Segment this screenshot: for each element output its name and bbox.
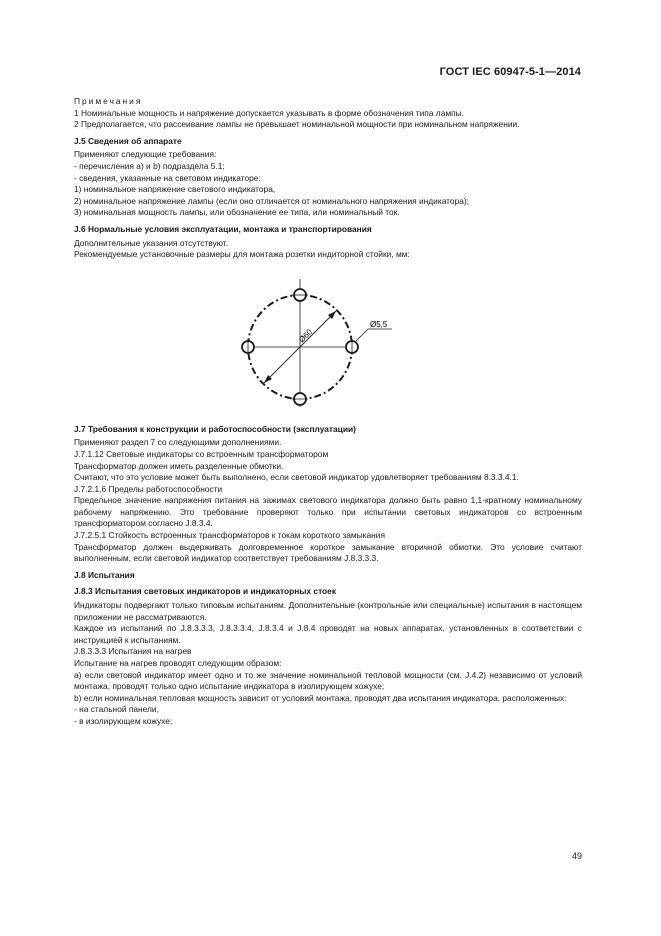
j8-paragraph: J.8.3.3.3 Испытания на нагрев (74, 646, 192, 657)
j7-paragraph: Трансформатор должен иметь разделенные обмотки. (74, 460, 284, 471)
j5-line: - перечисления a) и b) подраздела 5.1; (74, 160, 225, 171)
mounting-drawing (234, 269, 434, 419)
section-j5-heading: J.5 Сведения об аппарате (74, 135, 182, 146)
note-1: 1 Номинальные мощность и напряжение допускается указывать в форме обозначения типа лампы. (74, 107, 464, 118)
j8-paragraph: a) если световой индикатор имеет одно и то же значение номинальной тепловой мощности (см. J.4.2) независимо от условий монтажа, проводят только одно испытание индикатора в изолирующем кожухе; (74, 669, 582, 692)
section-j7-heading: J.7 Требования к конструкции и работоспособности (эксплуатации) (74, 423, 356, 434)
j8-paragraph: b) если номинальная тепловая мощность зависит от условий монтажа, проводят два испытания индикатора, расположенных: (74, 692, 567, 703)
j8-paragraph: Испытание на нагрев проводят следующим образом: (74, 658, 282, 668)
hole-bottom (292, 393, 308, 405)
j5-line: 3) номинальная мощность лампы, или обозначение ее типа, или номинальный ток. (74, 207, 400, 218)
section-j83-heading: J.8.3 Испытания световых индикаторов и индикаторных стоек (74, 586, 337, 597)
page-number: 49 (572, 851, 583, 861)
hole-right (346, 339, 358, 355)
j8-paragraph: - на стальной панели, (74, 704, 159, 715)
j5-line: 1) номинальное напряжение светового индикатора, (74, 184, 276, 195)
hole-diameter-label: Ø5,5 (370, 319, 388, 329)
j8-paragraph: Индикаторы подвергают только типовым испытаниям. Дополнительные (контрольные или специальные) испытания в настоящем приложении не рассматриваются. (74, 600, 582, 622)
j7-paragraph: J.7.1.12 Световые индикаторы со встроенным трансформатором (74, 448, 329, 459)
j7-paragraph: Применяют раздел 7 со следующими дополнениями. (74, 437, 282, 448)
j5-line: - сведения, указанные на световом индикаторе: (74, 172, 261, 183)
j8-paragraph: Каждое из испытаний по J.8.3.3.3, J.8.3.3.4, J.8.3.4 и J.8.4 проводят на новых аппаратах, установленных в соответствии с инструкцией к испытаниям. (74, 623, 582, 645)
j6-line: Дополнительные указания отсутствуют. (74, 237, 229, 248)
section-j8-heading: J.8 Испытания (74, 569, 135, 580)
j7-paragraph: J.7.2.1.6 Пределы работоспособности (74, 483, 223, 494)
j5-line: Применяют следующие требования: (74, 149, 217, 160)
j7-paragraph: J.7.2.5.1 Стойкость встроенных трансформаторов к токам короткого замыкания (74, 530, 385, 541)
hole-leader-line (356, 329, 368, 341)
mounting-dimensions-figure (74, 269, 582, 419)
j7-paragraph: Считают, что это условие может быть выполнено, если световой индикатор удовлетворяет требованиям 8.3.3.4.1. (74, 472, 519, 483)
notes-title: Примечания (74, 96, 143, 106)
hole-left (242, 339, 254, 355)
standard-header: ГОСТ IEC 60947-5-1—2014 (439, 66, 581, 78)
j7-paragraph: Предельное значение напряжения питания на зажимах светового индикатора должно быть равно 1,1-кратному номинальному рабочему напряжению. Это требование проверяют только при испытании световых индикаторов со встроенным трансформатором согласно J.8.3.4. (74, 495, 582, 529)
j5-line: 2) номинальное напряжение лампы (если оно отличается от номинального напряжения индикатора); (74, 195, 470, 206)
j8-paragraph: - в изолирующем кожухе; (74, 715, 173, 726)
document-body (74, 96, 582, 728)
j7-paragraph: Трансформатор должен выдерживать долговременное короткое замыкание вторичной обмотки. Это условие считают выполненным, если световой индикатор соответствует требованиям J.8.3.3.3. (74, 541, 582, 564)
note-2: 2 Предполагается, что рассеивание лампы не превышает номинальной мощности при номинальном напряжении. (74, 119, 520, 130)
hole-top (292, 289, 308, 301)
diameter-label: Ø60 (297, 327, 315, 345)
j6-line: Рекомендуемые установочные размеры для монтажа розетки индиторной стойки, мм: (74, 249, 410, 260)
section-j6-heading: J.6 Нормальные условия эксплуатации, монтажа и транспортирования (74, 223, 372, 234)
